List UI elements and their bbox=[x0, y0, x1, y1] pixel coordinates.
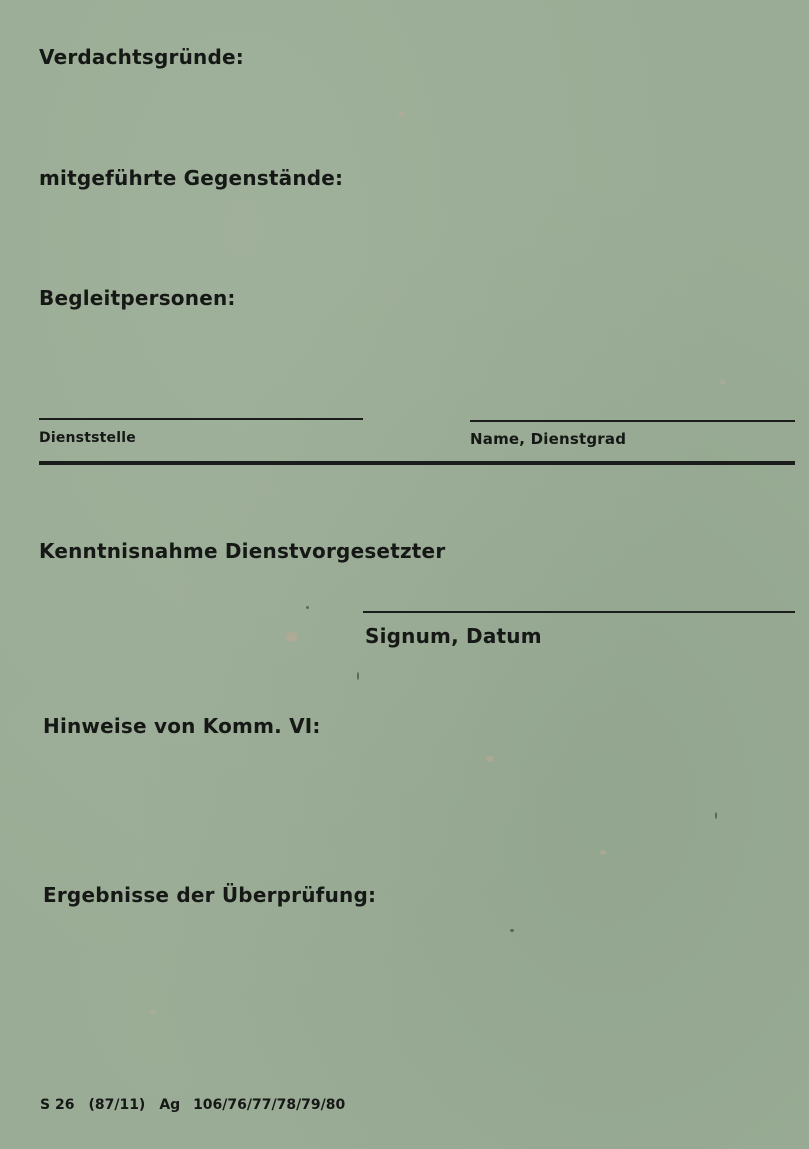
paper-speck bbox=[510, 929, 514, 932]
paper-speck bbox=[306, 606, 309, 609]
paper-speck bbox=[486, 756, 494, 762]
footer-form-code: S 26 bbox=[40, 1097, 75, 1113]
label-begleitpersonen: Begleitpersonen: bbox=[39, 286, 236, 310]
paper-speck bbox=[357, 672, 359, 680]
label-hinweise: Hinweise von Komm. VI: bbox=[43, 714, 321, 738]
footer-print-prefix: Ag bbox=[159, 1097, 181, 1113]
footer-print-info bbox=[159, 1097, 345, 1113]
label-verdachtsgruende: Verdachtsgründe: bbox=[39, 45, 244, 69]
dienststelle-signature-line bbox=[39, 418, 363, 420]
label-name-dienstgrad: Name, Dienstgrad bbox=[470, 430, 627, 448]
label-mitgefuehrte-gegenstaende: mitgeführte Gegenstände: bbox=[39, 166, 344, 190]
paper-speck bbox=[600, 850, 606, 855]
paper-speck bbox=[150, 1010, 156, 1014]
form-footer bbox=[40, 1097, 345, 1113]
label-dienststelle: Dienststelle bbox=[39, 430, 136, 446]
signum-signature-line bbox=[363, 611, 795, 613]
name-signature-line bbox=[470, 420, 795, 422]
label-signum-datum: Signum, Datum bbox=[365, 624, 542, 648]
paper-speck bbox=[720, 380, 725, 385]
paper-speck bbox=[398, 112, 405, 117]
label-kenntnisnahme: Kenntnisnahme Dienstvorgesetzter bbox=[39, 539, 446, 563]
section-divider bbox=[39, 461, 795, 465]
footer-edition: (87/11) bbox=[88, 1097, 146, 1113]
label-ergebnisse: Ergebnisse der Überprüfung: bbox=[43, 883, 377, 907]
paper-speck bbox=[715, 812, 717, 819]
paper-speck bbox=[286, 632, 298, 642]
footer-print-numbers: 106/76/77/78/79/80 bbox=[193, 1097, 346, 1113]
